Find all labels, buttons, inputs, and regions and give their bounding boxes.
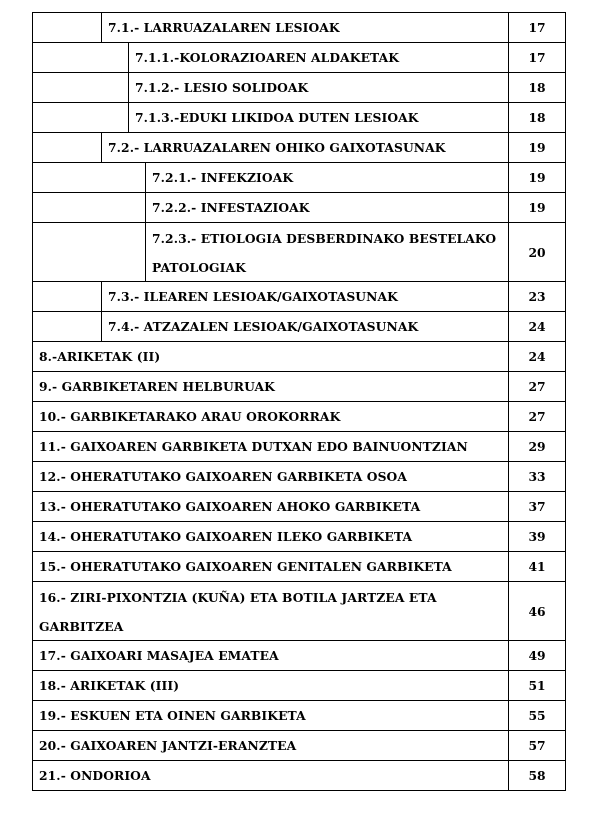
toc-indent xyxy=(33,43,129,72)
toc-title: 7.2.2.- INFESTAZIOAK xyxy=(152,199,310,215)
toc-row xyxy=(32,73,566,103)
toc-title: 19.- ESKUEN ETA OINEN GARBIKETA xyxy=(39,707,306,723)
toc-page: 20 xyxy=(508,223,565,281)
toc-title: 7.1.1.-KOLORAZIOAREN ALDAKETAK xyxy=(135,49,400,65)
toc-title: 9.- GARBIKETAREN HELBURUAK xyxy=(39,378,275,394)
toc-page: 57 xyxy=(508,731,565,760)
toc-title: 11.- GAIXOAREN GARBIKETA DUTXAN EDO BAINUONTZIAN xyxy=(39,438,468,454)
toc-indent xyxy=(33,73,129,102)
toc-page: 24 xyxy=(508,342,565,371)
toc-page: 19 xyxy=(508,133,565,162)
toc-title: 14.- OHERATUTAKO GAIXOAREN ILEKO GARBIKETA xyxy=(39,528,413,544)
toc-page: 39 xyxy=(508,522,565,551)
toc-page: 19 xyxy=(508,193,565,222)
toc-title: 7.1.3.-EDUKI LIKIDOA DUTEN LESIOAK xyxy=(135,109,419,125)
toc-page: 37 xyxy=(508,492,565,521)
toc-row xyxy=(32,671,566,701)
table-of-contents xyxy=(32,12,566,791)
toc-row xyxy=(32,103,566,133)
toc-title: 7.2.- LARRUAZALAREN OHIKO GAIXOTASUNAK xyxy=(108,139,446,155)
toc-indent xyxy=(33,282,102,311)
toc-title: 7.1.2.- LESIO SOLIDOAK xyxy=(135,79,309,95)
toc-page: 17 xyxy=(508,43,565,72)
toc-title: 12.- OHERATUTAKO GAIXOAREN GARBIKETA OSOA xyxy=(39,468,408,484)
toc-row xyxy=(32,223,566,282)
toc-indent xyxy=(33,13,102,42)
toc-row xyxy=(32,133,566,163)
toc-indent xyxy=(33,163,146,192)
toc-row xyxy=(32,731,566,761)
toc-title: 7.3.- ILEAREN LESIOAK/GAIXOTASUNAK xyxy=(108,288,398,304)
toc-title: 15.- OHERATUTAKO GAIXOAREN GENITALEN GARBIKETA xyxy=(39,558,452,574)
toc-title: 21.- ONDORIOA xyxy=(39,767,151,783)
toc-row xyxy=(32,402,566,432)
toc-row xyxy=(32,12,566,43)
toc-title: 10.- GARBIKETARAKO ARAU OROKORRAK xyxy=(39,408,341,424)
toc-row xyxy=(32,552,566,582)
toc-title: 7.1.- LARRUAZALAREN LESIOAK xyxy=(108,19,340,35)
toc-page: 27 xyxy=(508,372,565,401)
toc-row xyxy=(32,193,566,223)
toc-indent xyxy=(33,133,102,162)
toc-page: 19 xyxy=(508,163,565,192)
toc-row xyxy=(32,701,566,731)
toc-row xyxy=(32,582,566,641)
toc-row xyxy=(32,312,566,342)
toc-page: 46 xyxy=(508,582,565,640)
toc-title: 17.- GAIXOARI MASAJEA EMATEA xyxy=(39,647,279,663)
toc-title: 7.4.- ATZAZALEN LESIOAK/GAIXOTASUNAK xyxy=(108,318,419,334)
toc-row xyxy=(32,462,566,492)
toc-indent xyxy=(33,103,129,132)
toc-title: 18.- ARIKETAK (III) xyxy=(39,677,180,693)
toc-row xyxy=(32,342,566,372)
toc-title: 13.- OHERATUTAKO GAIXOAREN AHOKO GARBIKETA xyxy=(39,498,421,514)
toc-row xyxy=(32,761,566,791)
toc-row xyxy=(32,492,566,522)
toc-title: 20.- GAIXOAREN JANTZI-ERANZTEA xyxy=(39,737,297,753)
toc-page: 33 xyxy=(508,462,565,491)
toc-page: 18 xyxy=(508,103,565,132)
toc-page: 58 xyxy=(508,761,565,790)
toc-row xyxy=(32,43,566,73)
toc-indent xyxy=(33,312,102,341)
toc-page: 29 xyxy=(508,432,565,461)
toc-title: 16.- ZIRI-PIXONTZIA (KUÑA) ETA BOTILA JARTZEA ETA GARBITZEA xyxy=(39,590,437,634)
toc-page: 27 xyxy=(508,402,565,431)
toc-row xyxy=(32,432,566,462)
toc-page: 18 xyxy=(508,73,565,102)
toc-row xyxy=(32,163,566,193)
toc-page: 55 xyxy=(508,701,565,730)
toc-row xyxy=(32,522,566,552)
toc-row xyxy=(32,372,566,402)
toc-indent xyxy=(33,193,146,222)
toc-page: 23 xyxy=(508,282,565,311)
toc-row xyxy=(32,282,566,312)
toc-page: 49 xyxy=(508,641,565,670)
toc-title: 7.2.1.- INFEKZIOAK xyxy=(152,169,294,185)
toc-page: 17 xyxy=(508,13,565,42)
toc-page: 24 xyxy=(508,312,565,341)
toc-page: 41 xyxy=(508,552,565,581)
toc-title: 7.2.3.- ETIOLOGIA DESBERDINAKO BESTELAKO PATOLOGIAK xyxy=(152,231,497,275)
toc-page: 51 xyxy=(508,671,565,700)
toc-row xyxy=(32,641,566,671)
toc-title: 8.-ARIKETAK (II) xyxy=(39,348,161,364)
toc-indent xyxy=(33,223,146,281)
